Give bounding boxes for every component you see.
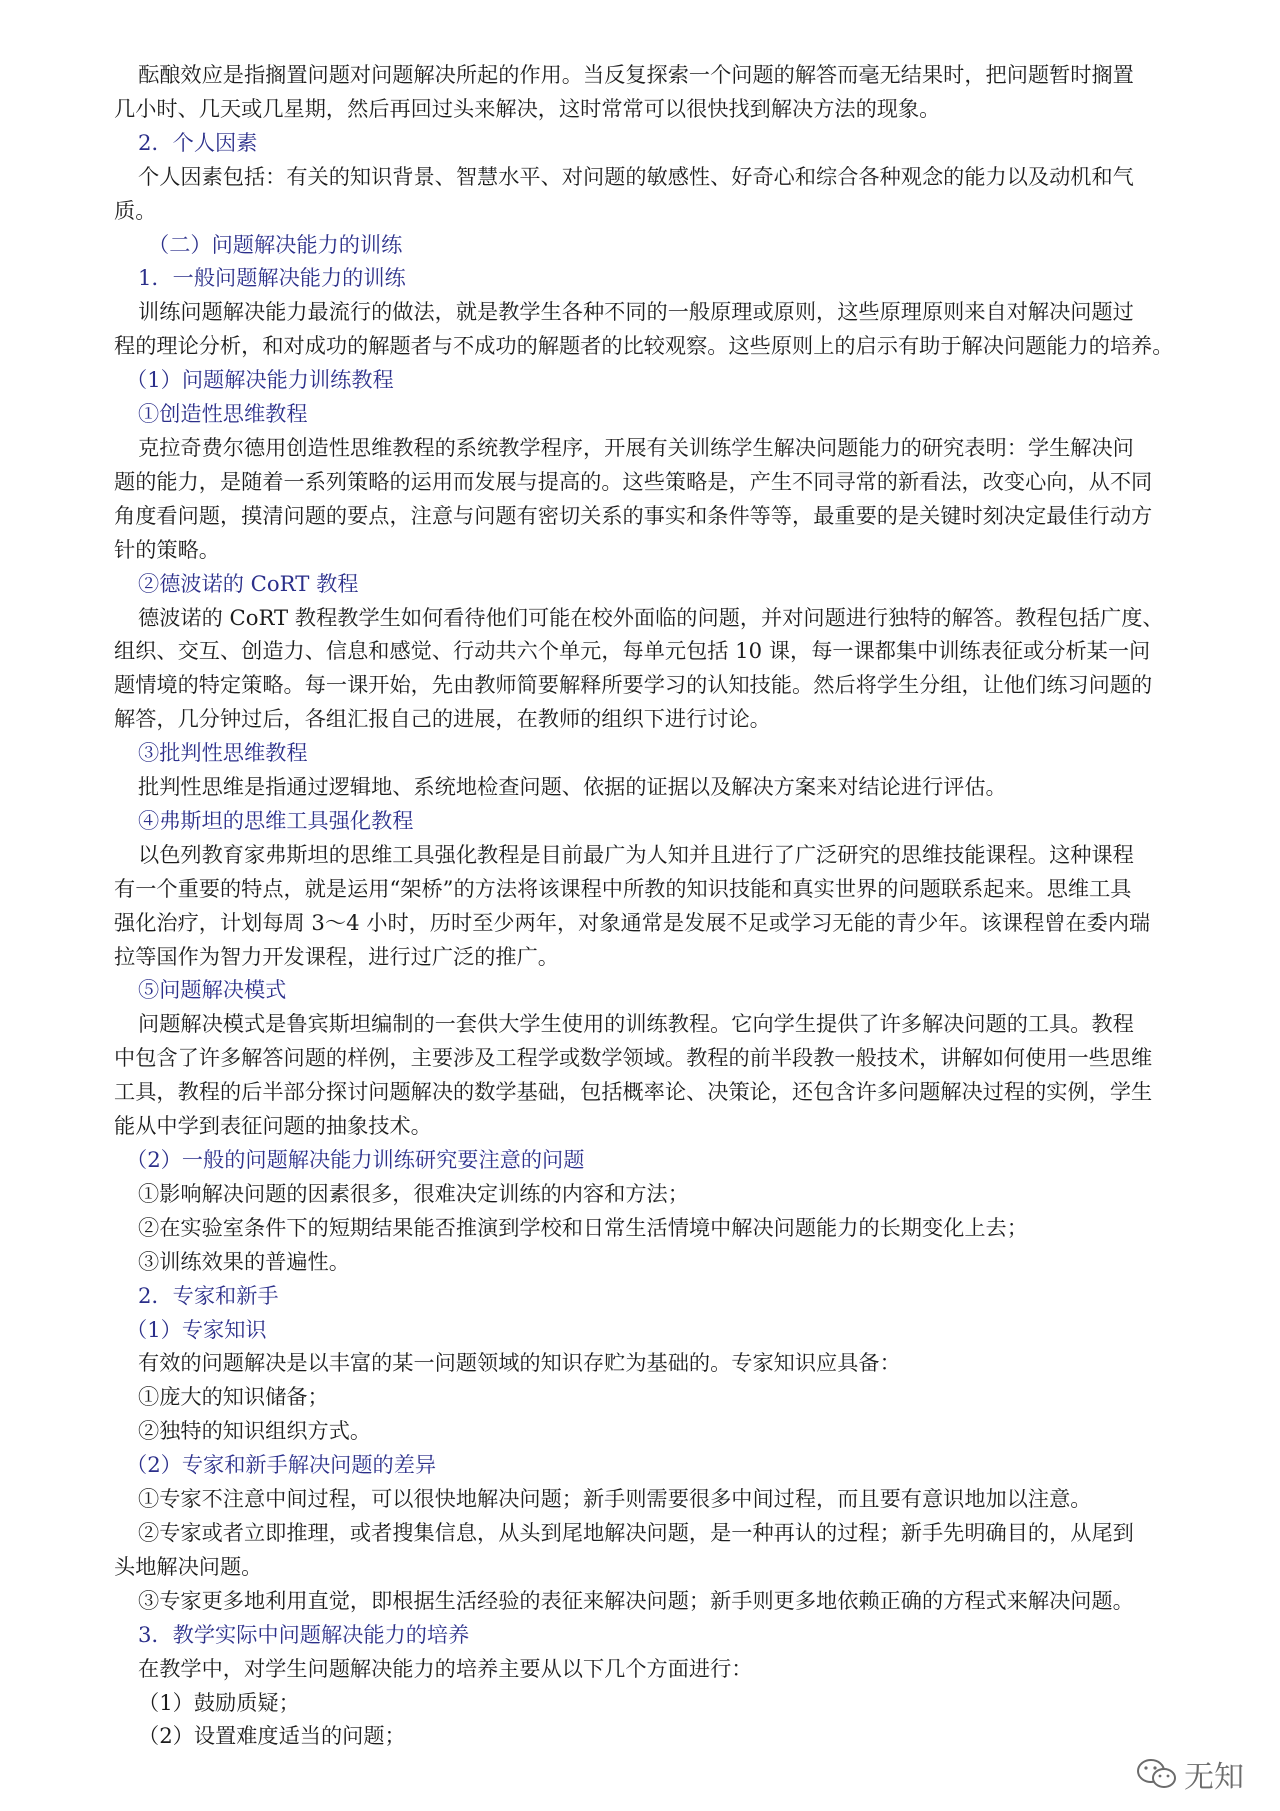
text-line: 解答，几分钟过后，各组汇报自己的进展，在教师的组织下进行讨论。 [114, 706, 771, 732]
heading-line: 3．教学实际中问题解决能力的培养 [138, 1621, 470, 1647]
text-line: 德波诺的 CoRT 教程教学生如何看待他们可能在校外面临的问题，并对问题进行独特的解答。教程包括广度、 [138, 604, 1164, 630]
text-line: 工具，教程的后半部分探讨问题解决的数学基础，包括概率论、决策论，还包含许多问题解决过程的实例，学生 [114, 1079, 1153, 1105]
text-line: （2）设置难度适当的问题； [138, 1723, 406, 1749]
heading-line: 2．专家和新手 [138, 1282, 279, 1308]
text-line: 中包含了许多解答问题的样例，主要涉及工程学或数学领域。教程的前半段教一般技术，讲解如何使用一些思维 [114, 1045, 1153, 1071]
text-line: 几小时、几天或几星期，然后再回过头来解决，这时常常可以很快找到解决方法的现象。 [114, 95, 941, 121]
text-line: 题情境的特定策略。每一课开始，先由教师简要解释所要学习的认知技能。然后将学生分组，让他们练习问题的 [114, 672, 1153, 698]
heading-line: （2）专家和新手解决问题的差异 [126, 1452, 437, 1478]
text-line: 强化治疗，计划每周 3～4 小时，历时至少两年，对象通常是发展不足或学习无能的青少年。该课程曾在委内瑞 [114, 909, 1151, 935]
heading-line: ①创造性思维教程 [138, 401, 308, 427]
text-line: ③专家更多地利用直觉，即根据生活经验的表征来解决问题；新手则更多地依赖正确的方程式来解决问题。 [138, 1587, 1134, 1613]
text-line: 针的策略。 [114, 536, 220, 562]
watermark [1136, 1752, 1244, 1796]
text-line: 批判性思维是指通过逻辑地、系统地检查问题、依据的证据以及解决方案来对结论进行评估。 [138, 774, 1007, 800]
heading-line: 2．个人因素 [138, 129, 258, 155]
text-line: 题的能力，是随着一系列策略的运用而发展与提高的。这些策略是，产生不同寻常的新看法，改变心向，从不同 [114, 468, 1153, 494]
watermark-text: 无知 [1184, 1760, 1244, 1795]
heading-line: （二）问题解决能力的训练 [148, 231, 403, 257]
text-line: 头地解决问题。 [114, 1553, 263, 1579]
text-line: ②在实验室条件下的短期结果能否推演到学校和日常生活情境中解决问题能力的长期变化上去； [138, 1214, 1028, 1240]
text-line: ①专家不注意中间过程，可以很快地解决问题；新手则需要很多中间过程，而且要有意识地加以注意。 [138, 1486, 1092, 1512]
text-line: （1）鼓励质疑； [138, 1689, 300, 1715]
text-line: 程的理论分析，和对成功的解题者与不成功的解题者的比较观察。这些原则上的启示有助于解决问题能力的培养。 [114, 333, 1174, 359]
text-line: 在教学中，对学生问题解决能力的培养主要从以下几个方面进行： [138, 1655, 753, 1681]
heading-line: （2）一般的问题解决能力训练研究要注意的问题 [126, 1147, 585, 1172]
text-line: 质。 [114, 197, 157, 223]
text-line: ①影响解决问题的因素很多，很难决定训练的内容和方法； [138, 1180, 689, 1206]
text-line: 组织、交互、创造力、信息和感觉、行动共六个单元，每单元包括 10 课，每一课都集中训练表征或分析某一问 [114, 638, 1151, 664]
heading-line: ③批判性思维教程 [138, 740, 308, 766]
heading-line: ⑤问题解决模式 [138, 977, 287, 1003]
text-line: ②独特的知识组织方式。 [138, 1418, 372, 1444]
text-line: ②专家或者立即推理，或者搜集信息，从头到尾地解决问题，是一种再认的过程；新手先明确目的，从尾到 [138, 1519, 1134, 1545]
heading-line: （1）专家知识 [126, 1316, 267, 1342]
text-line: ①庞大的知识储备； [138, 1384, 329, 1410]
text-line: 有效的问题解决是以丰富的某一问题领域的知识存贮为基础的。专家知识应具备： [138, 1350, 901, 1376]
heading-line: ④弗斯坦的思维工具强化教程 [138, 807, 414, 833]
text-line: 克拉奇费尔德用创造性思维教程的系统教学程序，开展有关训练学生解决问题能力的研究表明：学生解决问 [138, 434, 1134, 460]
text-line: 拉等国作为智力开发课程，进行过广泛的推广。 [114, 943, 559, 969]
text-line: 个人因素包括：有关的知识背景、智慧水平、对问题的敏感性、好奇心和综合各种观念的能力以及动机和气 [138, 163, 1134, 189]
text-line: 角度看问题，摸清问题的要点，注意与问题有密切关系的事实和条件等等，最重要的是关键时刻决定最佳行动方 [114, 502, 1153, 528]
wechat-icon [1136, 1757, 1178, 1791]
text-line: 酝酿效应是指搁置问题对问题解决所起的作用。当反复探索一个问题的解答而毫无结果时，把问题暂时搁置 [138, 62, 1134, 87]
heading-line: ②德波诺的 CoRT 教程 [138, 570, 359, 596]
text-line: ③训练效果的普遍性。 [138, 1248, 350, 1274]
heading-line: （1）问题解决能力训练教程 [126, 367, 394, 393]
text-line: 以色列教育家弗斯坦的思维工具强化教程是目前最广为人知并且进行了广泛研究的思维技能课程。这种课程 [138, 841, 1134, 867]
heading-line: 1．一般问题解决能力的训练 [138, 265, 406, 291]
text-line: 训练问题解决能力最流行的做法，就是教学生各种不同的一般原理或原则，这些原理原则来自对解决问题过 [138, 299, 1134, 325]
text-line: 有一个重要的特点，就是运用“架桥”的方法将该课程中所教的知识技能和真实世界的问题联系起来。思维工具 [114, 875, 1132, 901]
text-line: 问题解决模式是鲁宾斯坦编制的一套供大学生使用的训练教程。它向学生提供了许多解决问题的工具。教程 [138, 1011, 1134, 1037]
text-line: 能从中学到表征问题的抽象技术。 [114, 1113, 432, 1139]
